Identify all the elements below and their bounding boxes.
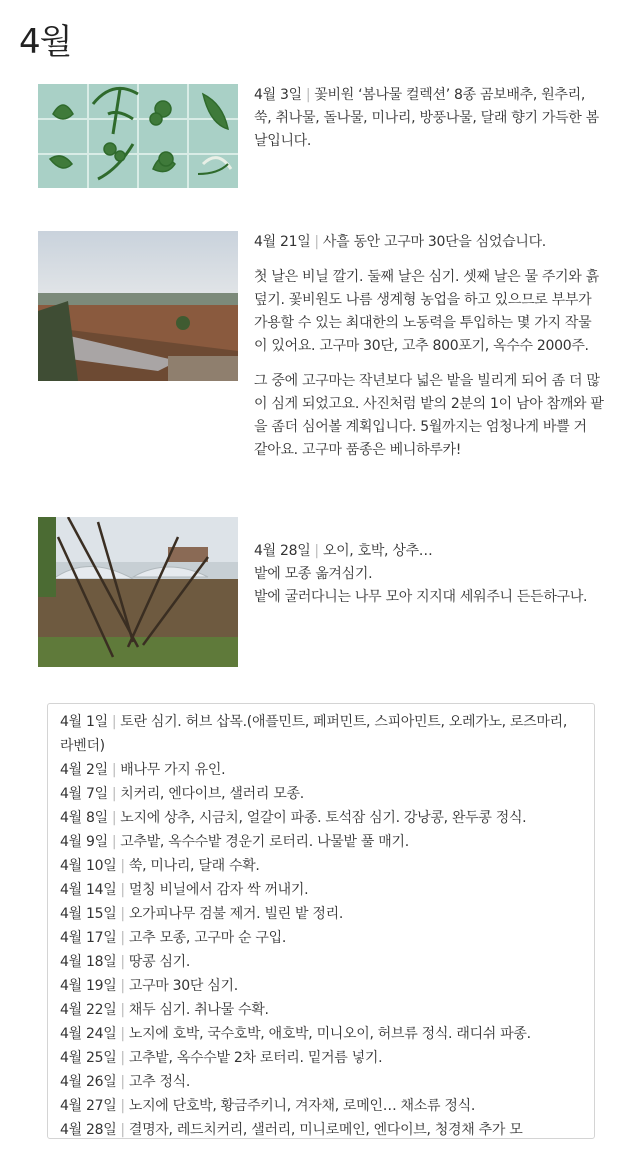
log-text: 오가피나무 검불 제거. 빌린 밭 정리.: [128, 906, 344, 922]
log-row: [60, 950, 582, 974]
log-row: [60, 710, 582, 758]
separator-bar: |: [120, 930, 125, 946]
log-date: 4월 25일: [60, 1050, 117, 1066]
log-row: [60, 926, 582, 950]
log-date: 4월 22일: [60, 1002, 117, 1018]
log-row: [60, 974, 582, 998]
log-text: 고추 정식.: [128, 1074, 191, 1090]
entry-date: 4월 21일: [254, 234, 311, 250]
log-date: 4월 24일: [60, 1026, 117, 1042]
log-date: 4월 18일: [60, 954, 117, 970]
separator-bar: |: [120, 882, 125, 898]
log-text: 고추밭, 옥수수밭 2차 로터리. 밑거름 넣기.: [128, 1050, 383, 1066]
separator-bar: |: [111, 834, 117, 850]
log-text: 고추 모종, 고구마 순 구입.: [128, 930, 286, 946]
photo-seedling-supports: [38, 517, 238, 667]
log-text: 치커리, 엔다이브, 샐러리 모종.: [120, 786, 304, 802]
log-row: [60, 878, 582, 902]
log-row: [60, 782, 582, 806]
log-row: [60, 1118, 582, 1139]
entry-text: [254, 231, 604, 474]
diary-entry: [38, 231, 618, 481]
log-text: 땅콩 심기.: [128, 954, 191, 970]
log-row: [60, 902, 582, 926]
log-text: 노지에 호박, 국수호박, 애호박, 미니오이, 허브류 정식. 래디쉬 파종.: [128, 1026, 531, 1042]
separator-bar: |: [120, 1026, 125, 1042]
log-row: [60, 854, 582, 878]
separator-bar: |: [111, 762, 117, 778]
diary-entry: [38, 517, 618, 667]
log-row: [60, 830, 582, 854]
log-text: 결명자, 레드치커리, 샐러리, 미니로메인, 엔다이브, 청경채 추가 모: [128, 1122, 523, 1138]
separator-bar: |: [305, 87, 311, 103]
log-text: 노지에 단호박, 황금주키니, 겨자채, 로메인… 채소류 정식.: [128, 1098, 475, 1114]
entry-body: 사흘 동안 고구마 30단을 심었습니다.: [322, 234, 546, 250]
entry-text: [254, 517, 604, 644]
log-date: 4월 2일: [60, 762, 108, 778]
diary-entry: [38, 84, 618, 188]
separator-bar: |: [120, 1074, 125, 1090]
log-row: [60, 1094, 582, 1118]
entry-paragraph: 첫 날은 비닐 깔기. 둘째 날은 심기. 셋째 날은 물 주기와 흙 덮기. 꽃비원도 나름 생계형 농업을 하고 있으므로 부부가 가용할 수 있는 최대한의 노동력을 투입하는 몇 가지 작물이 있어요. 고구마 30단, 고추 800포기, 옥수수 2000주.: [254, 269, 599, 354]
log-date: 4월 26일: [60, 1074, 117, 1090]
log-date: 4월 10일: [60, 858, 117, 874]
log-date: 4월 27일: [60, 1098, 117, 1114]
entry-body: 오이, 호박, 상추… 밭에 모종 옮겨심기. 밭에 굴러다니는 나무 모아 지지대 세워주니 든든하구나.: [254, 543, 588, 605]
log-date: 4월 8일: [60, 810, 108, 826]
log-date: 4월 9일: [60, 834, 108, 850]
separator-bar: |: [120, 1122, 125, 1138]
separator-bar: |: [111, 714, 117, 730]
log-text: 노지에 상추, 시금치, 얼갈이 파종. 토석잠 심기. 강낭콩, 완두콩 정식.: [120, 810, 527, 826]
log-text: 고추밭, 옥수수밭 경운기 로터리. 나물밭 풀 매기.: [120, 834, 409, 850]
log-row: [60, 806, 582, 830]
month-title: 4월: [19, 22, 72, 62]
log-row: [60, 1022, 582, 1046]
log-text: 쑥, 미나리, 달래 수확.: [128, 858, 260, 874]
separator-bar: |: [120, 978, 125, 994]
entry-date: 4월 3일: [254, 87, 302, 103]
log-date: 4월 7일: [60, 786, 108, 802]
entry-paragraph: 그 중에 고구마는 작년보다 넓은 밭을 빌리게 되어 좀 더 많이 심게 되었고요. 사진처럼 밭의 2분의 1이 남아 참깨와 팥을 좀더 심어볼 계획입니다. 5월까지는 엄청나게 바쁠 거 같아요. 고구마 품종은 베니하루카!: [254, 373, 604, 458]
photo-herbs-collection: [38, 84, 238, 188]
separator-bar: |: [120, 1002, 125, 1018]
log-text: 배나무 가지 유인.: [120, 762, 226, 778]
entry-paragraph: [254, 84, 604, 153]
photo-sweet-potato-field: [38, 231, 238, 381]
log-text: 토란 심기. 허브 삽목.(애플민트, 페퍼민트, 스피아민트, 오레가노, 로즈마리, 라벤더): [60, 714, 568, 754]
separator-bar: |: [111, 786, 117, 802]
log-date: 4월 19일: [60, 978, 117, 994]
entry-body: 꽃비원 ‘봄나물 컬렉션’ 8종 곰보배추, 원추리, 쑥, 취나물, 돌나물, 미나리, 방풍나물, 달래 향기 가득한 봄날입니다.: [254, 87, 599, 149]
separator-bar: |: [120, 1098, 125, 1114]
entry-paragraph: [254, 231, 604, 254]
log-text: 채두 심기. 취나물 수확.: [128, 1002, 269, 1018]
separator-bar: |: [314, 543, 319, 559]
log-date: 4월 14일: [60, 882, 117, 898]
log-row: [60, 758, 582, 782]
log-date: 4월 15일: [60, 906, 117, 922]
log-text: 고구마 30단 심기.: [128, 978, 238, 994]
separator-bar: |: [120, 858, 125, 874]
log-row: [60, 1046, 582, 1070]
log-text: 멀칭 비닐에서 감자 싹 꺼내기.: [128, 882, 309, 898]
entry-paragraph: [254, 540, 604, 609]
separator-bar: |: [120, 1050, 125, 1066]
log-row: [60, 1070, 582, 1094]
monthly-log: [47, 703, 595, 1139]
separator-bar: |: [120, 906, 125, 922]
separator-bar: |: [314, 234, 319, 250]
separator-bar: |: [111, 810, 117, 826]
log-date: 4월 17일: [60, 930, 117, 946]
log-date: 4월 1일: [60, 714, 108, 730]
entry-date: 4월 28일: [254, 543, 311, 559]
entry-text: [254, 84, 604, 165]
log-date: 4월 28일: [60, 1122, 117, 1138]
log-row: [60, 998, 582, 1022]
separator-bar: |: [120, 954, 125, 970]
